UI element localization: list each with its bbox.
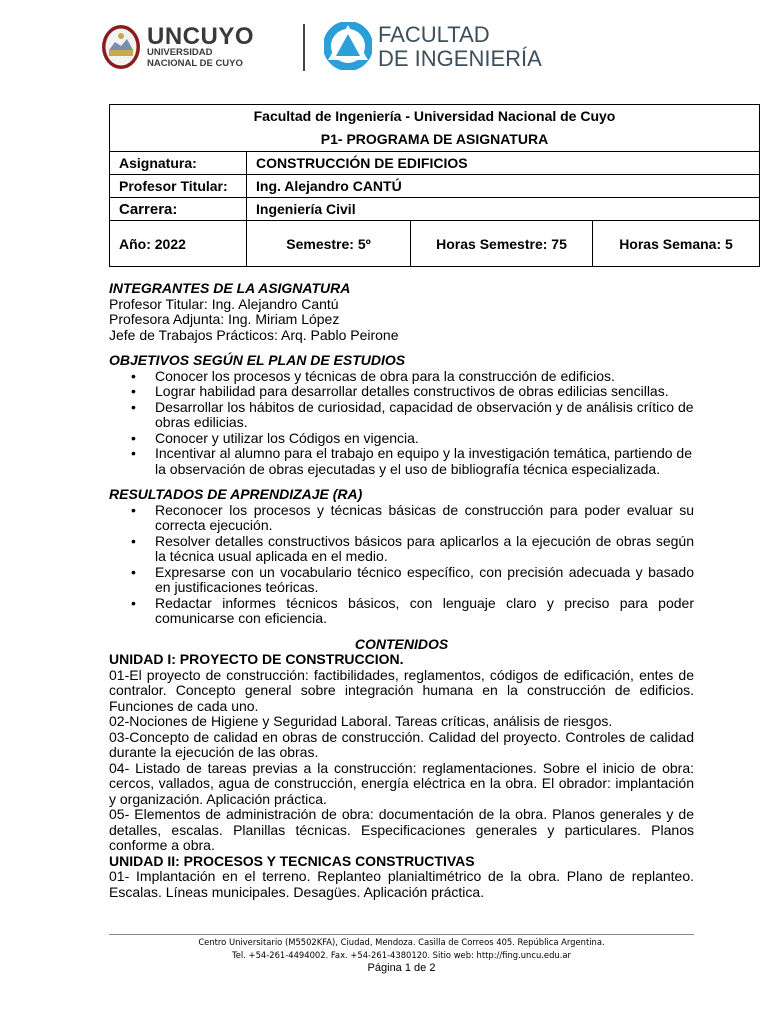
objective-text: Conocer los procesos y técnicas de obra para la construcción de edificios. [155,367,615,384]
course-info-table [109,104,760,267]
career-value: Ingeniería Civil [247,198,760,221]
bullet-icon: • [131,383,136,399]
unit2-content [109,869,694,900]
objectives-heading: OBJETIVOS SEGÚN EL PLAN DE ESTUDIOS [109,352,406,368]
bullet-icon: • [131,367,136,384]
result-text: Redactar informes técnicos básicos, con lenguaje claro y preciso para poder comunicarse con eficiencia. [155,594,694,626]
list-item [109,384,694,400]
list-item [109,596,694,627]
unit1-title: UNIDAD I: PROYECTO DE CONSTRUCCION. [109,651,404,667]
bullet-icon: • [131,398,136,415]
unit2-title: UNIDAD II: PROCESOS Y TECNICAS CONSTRUCTIVAS [109,852,475,869]
objectives-list [109,369,694,478]
header-divider [303,24,305,71]
list-item [109,503,694,534]
result-text: Resolver detalles constructivos básicos para aplicarlos a la ejecución de obras según la técnica usual aplicada en el medio. [155,532,694,564]
list-item [109,400,694,431]
footer-address: Centro Universitario (M5502KFA), Ciudad, Mendoza. Casilla de Correos 405. República Argentina. [198,937,605,947]
faculty-name-line2: DE INGENIERÍA [378,46,542,71]
contents-heading: CONTENIDOS [354,635,449,652]
list-item [109,565,694,596]
member-line: Profesor Titular: Ing. Alejandro Cantú [109,295,339,312]
list-item [109,369,694,385]
objective-text: Lograr habilidad para desarrollar detalles constructivos de obras edilicias sencillas. [155,383,669,399]
results-list [109,503,694,627]
faculty-logo-icon [324,22,372,70]
result-text: Reconocer los procesos y técnicas básicas de construcción para poder evaluar su correcta ejecución. [155,501,694,533]
bullet-icon: • [131,445,136,461]
objective-text: Conocer y utilizar los Códigos en vigencia. [155,429,419,446]
content-paragraph: 02-Nociones de Higiene y Seguridad Laboral. Tareas críticas, análisis de riesgos. [109,713,613,729]
faculty-logo-text [378,23,542,71]
list-item [109,446,694,477]
result-text: Expresarse con un vocabulario técnico específico, con precisión adecuada y basado en justificaciones teóricas. [155,563,694,595]
page-number: Página 1 de 2 [367,962,436,974]
professor-label: Profesor Titular: [110,175,247,198]
document-body [109,281,694,900]
results-heading: RESULTADOS DE APRENDIZAJE (RA) [109,486,363,502]
list-item [109,431,694,447]
bullet-icon: • [131,532,136,549]
members-heading: INTEGRANTES DE LA ASIGNATURA [109,280,351,296]
uncuyo-seal-icon [101,24,141,70]
spacer [109,627,694,637]
uncuyo-logo-subtitle [147,47,243,69]
objective-text: Incentivar al alumno para el trabajo en equipo y la investigación temática, partiendo de la observación de obras ejecutadas y el uso de bibliografía técnica especializada. [155,445,692,477]
uncuyo-logo-text: UNCUYO [147,23,255,50]
list-item [109,534,694,565]
footer-divider [109,934,694,935]
faculty-name-line1: FACULTAD [378,22,490,47]
content-paragraph: 04- Listado de tareas previas a la construcción: reglamentaciones. Sobre el inicio de obra: cercos, vallados, agua de construcción, energía eléctrica en la obra. El obrador: implantación y organización. Aplicación práctica. [109,759,694,807]
content-paragraph: 01-El proyecto de construcción: factibilidades, reglamentos, códigos de edificación, entes de contralor. Concepto general sobre integración humana en la construcción de edificios. Funciones de cada uno. [109,666,694,714]
objective-text: Desarrollar los hábitos de curiosidad, capacidad de observación y de análisis crítico de obras edilicias. [155,398,694,430]
bullet-icon: • [131,594,136,611]
member-line: Profesora Adjunta: Ing. Miriam López [109,311,340,327]
bullet-icon: • [131,501,136,518]
subject-label: Asignatura: [110,152,247,175]
unit1-content [109,668,694,854]
page-footer [109,936,694,975]
bullet-icon: • [131,563,136,580]
footer-contact: Tel. +54-261-4494002. Fax. +54-261-4380120. Sitio web: http://fing.uncu.edu.ar [232,950,571,960]
bullet-icon: • [131,429,136,446]
professor-value: Ing. Alejandro CANTÚ [247,175,760,198]
semester-cell: Semestre: 5º [247,221,411,267]
hours-week-cell: Horas Semana: 5 [593,221,760,267]
content-paragraph: 05- Elementos de administración de obra: documentación de la obra. Planos generales y de detalles, escalas. Planillas técnicas. Especificaciones generales y particulares. Planos conforme a obra. [109,806,694,853]
hours-semester-cell: Horas Semestre: 75 [411,221,593,267]
table-title-cell [110,105,760,152]
page-header [0,0,768,90]
subject-value: CONSTRUCCIÓN DE EDIFICIOS [247,152,760,175]
table-title-line1: Facultad de Ingeniería - Universidad Nacional de Cuyo [253,108,616,124]
career-label: Carrera: [110,198,247,221]
table-title-line2: P1- PROGRAMA DE ASIGNATURA [320,131,549,147]
content-paragraph: 03-Concepto de calidad en obras de construcción. Calidad del proyecto. Controles de calidad durante la ejecución de las obras. [109,728,694,760]
uncuyo-sub-line1: UNIVERSIDAD [147,47,213,58]
uncuyo-sub-line2: NACIONAL DE CUYO [147,58,243,69]
member-line: Jefe de Trabajos Prácticos: Arq. Pablo Peirone [109,326,399,343]
year-cell: Año: 2022 [110,221,247,267]
content-paragraph: 01- Implantación en el terreno. Replanteo planialtimétrico de la obra. Plano de replanteo. Escalas. Líneas municipales. Desagües. Aplicación práctica. [109,868,694,900]
